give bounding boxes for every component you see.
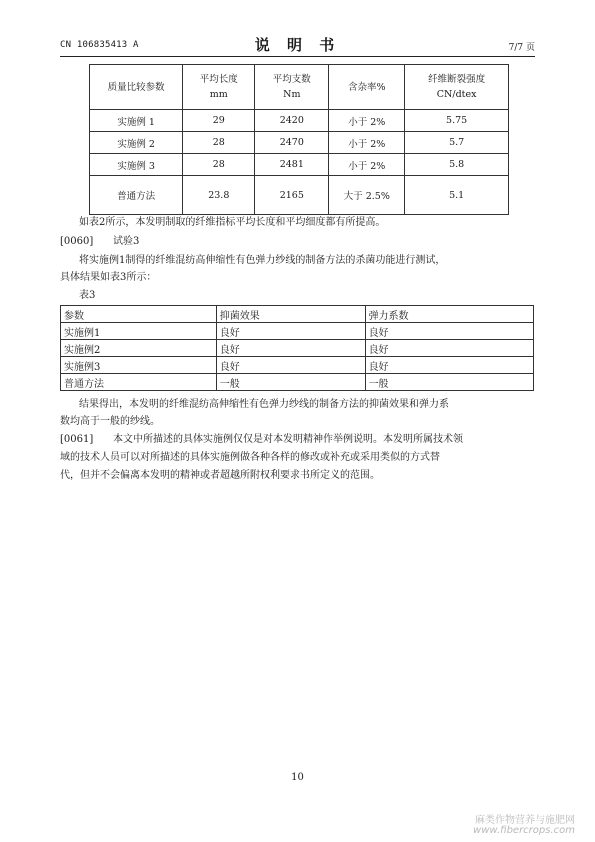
table-cell: 普通方法 [90,176,183,215]
table-cell: 5.8 [405,154,509,176]
table-row [61,323,534,340]
paragraph-line: 结果得出，本发明的纤维混纺高伸缩性有色弹力纱线的制备方法的抑菌效果和弹力系 [79,399,449,410]
antibacterial-table [60,305,534,391]
table-header-row [90,65,509,110]
page-title: 说 明 书 [254,36,341,54]
table-row [90,176,509,215]
header-cell: 质量比较参数 [90,65,183,110]
table-cell: 一般 [365,374,533,391]
paragraph-line: 数均高于一般的纱线。 [60,416,160,427]
quality-comparison-table [89,64,509,215]
table-cell: 小于 2% [329,132,405,154]
table-cell: 良好 [216,323,365,340]
table-cell: 普通方法 [61,374,217,391]
paragraph-table2-note: 如表2所示，本发明制取的纤维指标平均长度和平均细度都有所提高。 [79,217,386,228]
paragraph-line: 本文中所描述的具体实施例仅仅是对本发明精神作举例说明。本发明所属技术领 [113,434,463,445]
page-number: 10 [291,772,304,783]
table-cell: 良好 [216,340,365,357]
table-cell: 实施例1 [61,323,217,340]
header-cell: 参数 [61,306,217,323]
table-cell: 良好 [365,340,533,357]
paragraph-line: 域的技术人员可以对所描述的具体实施例做各种各样的修改或补充或采用类似的方式替 [60,452,440,463]
table-cell: 实施例 2 [90,132,183,154]
page-indicator: 7/7 页 [508,43,535,53]
paragraph-line: 将实施例1制得的纤维混纺高伸缩性有色弹力纱线的制备方法的杀菌功能进行测试， [79,255,446,266]
doc-number: CN 106835413 A [60,40,139,50]
table-cell: 一般 [216,374,365,391]
table-cell: 良好 [216,357,365,374]
header-cell: 弹力系数 [365,306,533,323]
header-cell: 平均长度 mm [183,65,255,110]
table-cell: 2420 [255,110,329,132]
table-cell: 实施例2 [61,340,217,357]
header-cell: 平均支数 Nm [255,65,329,110]
table-cell: 小于 2% [329,110,405,132]
table-cell: 28 [183,154,255,176]
paragraph-line: 代，但并不会偏离本发明的精神或者超越所附权利要求书所定义的范围。 [60,470,380,481]
table-caption: 表3 [79,290,96,301]
watermark-text: 麻类作物营养与施肥网 [475,815,575,826]
table-cell: 5.75 [405,110,509,132]
table-cell: 良好 [365,323,533,340]
section-heading-test3: 试验3 [113,236,140,247]
table-cell: 良好 [365,357,533,374]
table-cell: 2165 [255,176,329,215]
paragraph-number: [0060] [60,236,94,247]
paragraph-line: 具体结果如表3所示： [60,272,157,283]
table-cell: 5.7 [405,132,509,154]
table-row [61,340,534,357]
table-cell: 实施例 3 [90,154,183,176]
table-cell: 29 [183,110,255,132]
watermark-url: www.fibercrops.com [473,825,575,836]
table-cell: 28 [183,132,255,154]
header-divider [60,56,535,57]
header-cell: 抑菌效果 [216,306,365,323]
header-cell: 含杂率% [329,65,405,110]
table-row [61,374,534,391]
table-cell: 5.1 [405,176,509,215]
table-cell: 实施例3 [61,357,217,374]
table-cell: 2481 [255,154,329,176]
table-cell: 小于 2% [329,154,405,176]
header-cell: 纤维断裂强度 CN/dtex [405,65,509,110]
table-cell: 23.8 [183,176,255,215]
table-cell: 2470 [255,132,329,154]
table-row [90,132,509,154]
paragraph-number: [0061] [60,434,94,445]
table-header-row [61,306,534,323]
table-row [61,357,534,374]
table-cell: 大于 2.5% [329,176,405,215]
table-row [90,154,509,176]
table-row [90,110,509,132]
table-cell: 实施例 1 [90,110,183,132]
